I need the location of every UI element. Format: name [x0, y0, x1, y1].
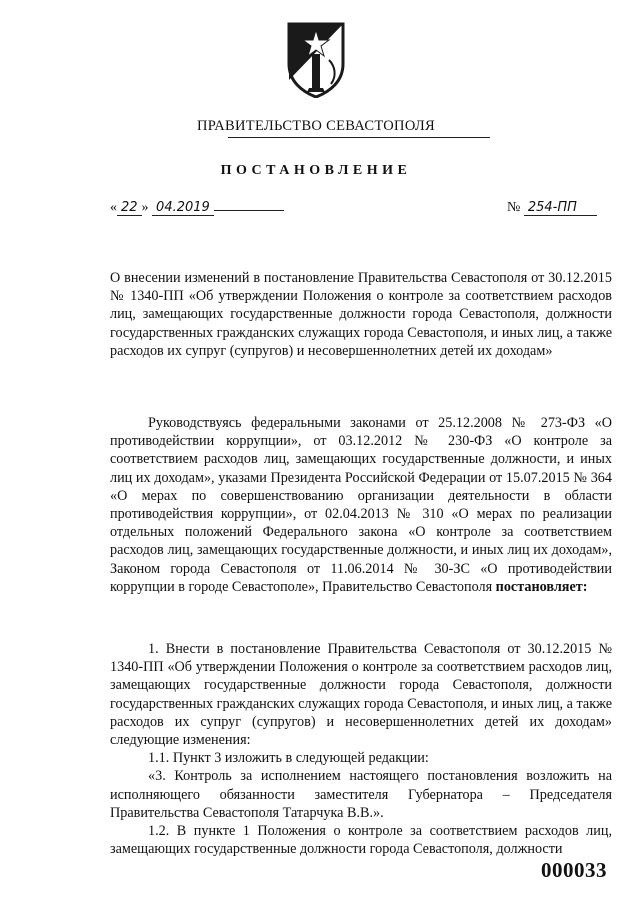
- date-close-quote: »: [141, 200, 149, 215]
- preamble-paragraph: [110, 414, 612, 596]
- organization-name: ПРАВИТЕЛЬСТВО СЕВАСТОПОЛЯ: [197, 118, 435, 134]
- body-paragraph-1: 1. Внести в постановление Правительства Севастополя от 30.12.2015 № 1340-ПП «Об утверждении Положения о контроле за соответствием расходов лиц, замещающих государственные должности города Севастополя, должности государственных гражданских служащих города Севастополя, и иных лиц, а также расходов их супруг (супругов) и несовершеннолетних детей их доходам» следующие изменения:: [110, 641, 612, 749]
- preamble-body: Руководствуясь федеральными законами от 25.12.2008 № 273-ФЗ «О противодействии коррупции», от 03.12.2012 № 230-ФЗ «О контроле за соответствием расходов лиц, замещающих государственные должности, и иных лиц их доходам», указами Президента Российской Федерации от 15.07.2015 № 364 «О мерах по совершенствованию организации деятельности в области противодействия коррупции», от 02.04.2013 № 310 «О мерах по реализации отдельных положений Федерального закона «О контроле за соответствием расходов лиц, замещающих государственные должности, и иных лиц их доходам», Законом города Севастополя от 11.06.2014 № 30-ЗС «О противодействии коррупции в городе Севастополе», Правительство Севастополя: [110, 415, 612, 595]
- body-paragraph-3: «3. Контроль за исполнением настоящего постановления возложить на исполняющего обязанности заместителя Губернатора – Председателя Правительства Севастополя Татарчука В.В.».: [110, 768, 612, 821]
- document-date: [110, 200, 284, 216]
- document-type-title: ПОСТАНОВЛЕНИЕ: [220, 163, 412, 178]
- header-rule: [228, 137, 490, 138]
- resolution-body: [110, 640, 612, 858]
- date-underline: [214, 210, 284, 211]
- date-month-year: 04.2019: [152, 200, 214, 216]
- decision-word: постановляет: [495, 578, 583, 595]
- date-day: 22: [117, 200, 142, 216]
- preamble-text: [110, 414, 612, 596]
- number-label: №: [507, 200, 521, 215]
- body-paragraph-4: 1.2. В пункте 1 Положения о контроле за соответствием расходов лиц, замещающих государственные должности города Севастополя, должности: [110, 823, 612, 858]
- page-stamp-number: 000033: [541, 858, 607, 882]
- number-value: 254-ПП: [524, 200, 597, 216]
- document-number: [507, 200, 597, 216]
- sevastopol-coat-of-arms-icon: [283, 20, 349, 98]
- document-subject: [110, 269, 612, 360]
- subject-text: О внесении изменений в постановление Правительства Севастополя от 30.12.2015 № 1340-ПП «Об утверждении Положения о контроле за соответствием расходов лиц, замещающих государственные должности города Севастополя, должности государственных гражданских служащих города Севастополя, и иных лиц, а также расходов их супруг (супругов) и несовершеннолетних детей их доходам»: [110, 270, 612, 359]
- decision-colon: :: [582, 578, 588, 595]
- date-open-quote: «: [110, 200, 117, 215]
- body-paragraph-2: 1.1. Пункт 3 изложить в следующей редакции:: [148, 750, 429, 767]
